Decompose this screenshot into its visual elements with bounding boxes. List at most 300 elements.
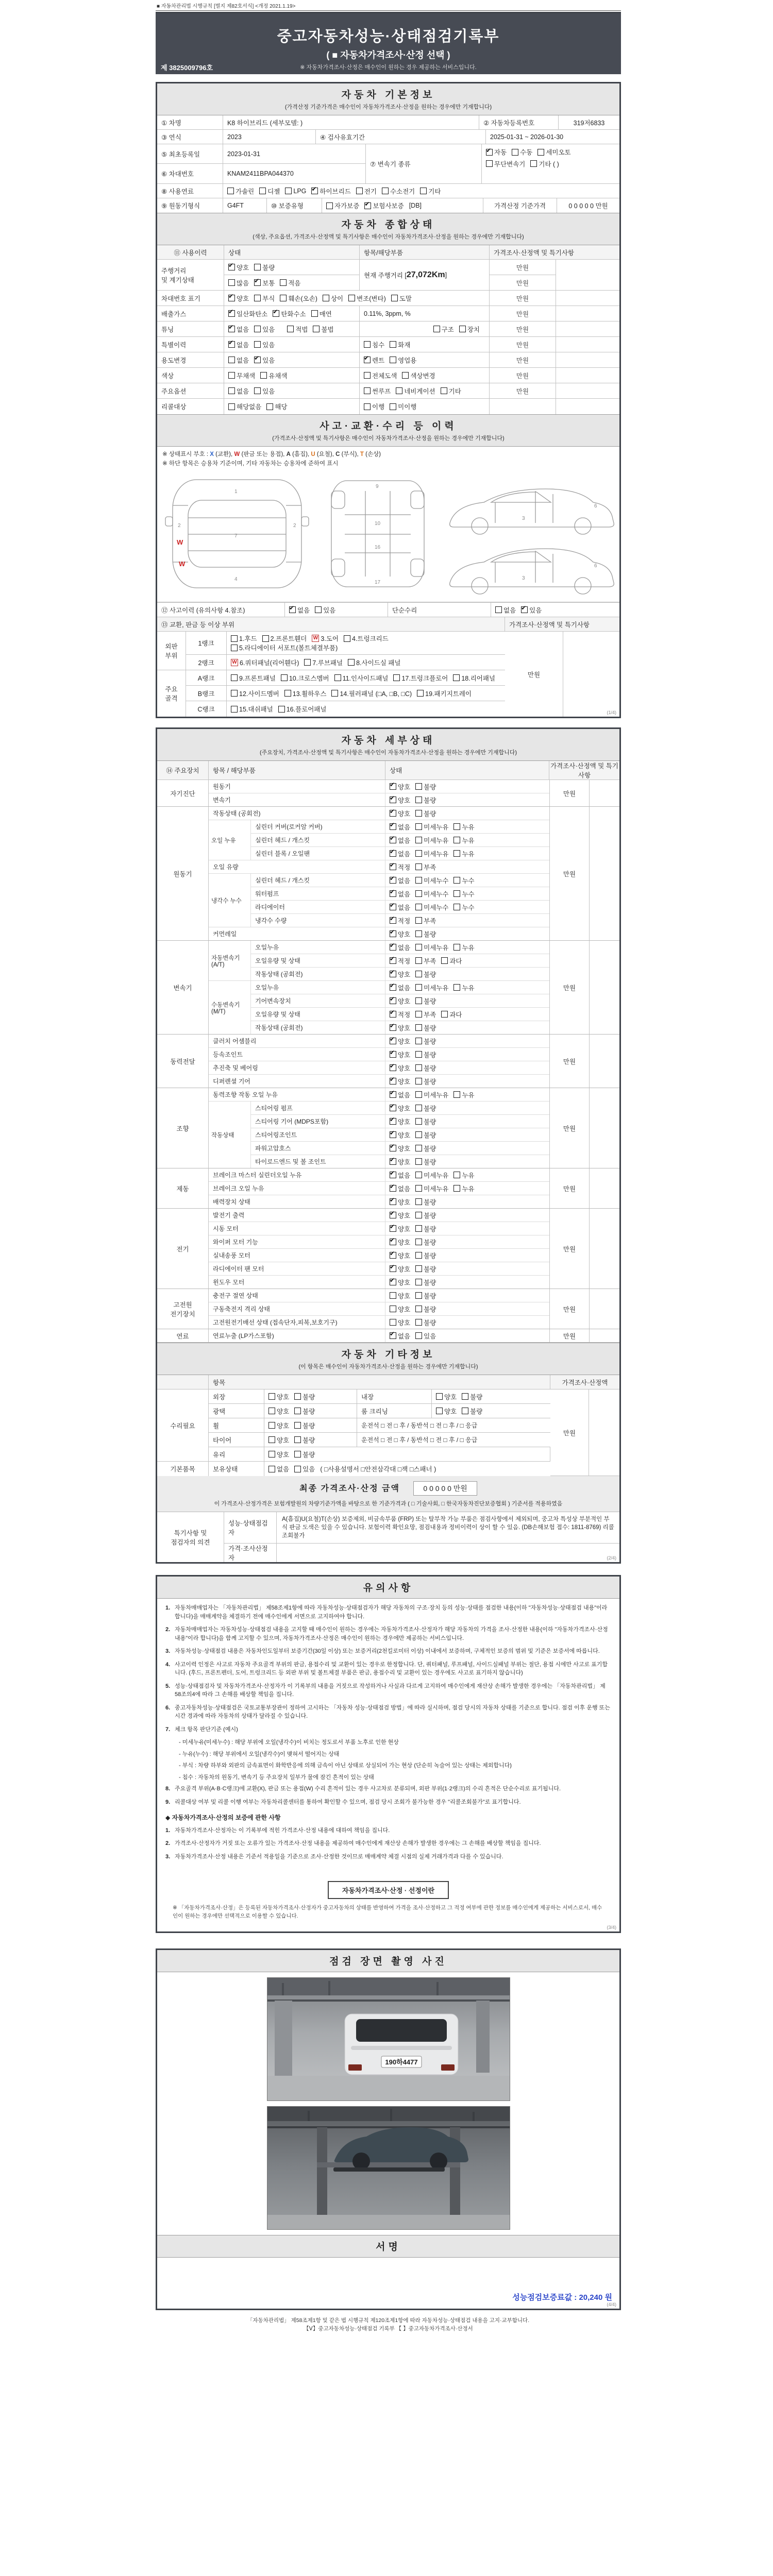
accident-option[interactable] [315,605,335,615]
detail-option[interactable] [415,876,448,885]
checkbox[interactable] [453,984,460,991]
repair-option[interactable] [462,1392,482,1401]
checkbox[interactable] [364,387,371,394]
checkbox[interactable] [441,1011,448,1018]
checkbox[interactable] [268,1408,275,1414]
detail-option[interactable] [415,1063,436,1073]
detail-option[interactable] [415,1171,448,1180]
checkbox[interactable] [453,823,460,830]
comp-option[interactable] [280,294,317,303]
detail-option[interactable] [415,916,436,925]
fuel-option[interactable] [227,187,254,196]
checkbox[interactable] [268,1451,275,1458]
comp-option[interactable] [254,340,275,349]
detail-option[interactable] [415,903,448,912]
checkbox[interactable] [344,635,350,642]
checkbox[interactable] [262,635,269,642]
detail-option[interactable] [390,1090,410,1099]
checkbox-checked[interactable] [390,971,396,977]
checkbox-checked[interactable] [390,1198,396,1205]
checkbox[interactable] [415,971,422,977]
part-item[interactable] [417,689,472,698]
detail-option[interactable] [415,1197,436,1207]
checkbox[interactable] [512,149,518,156]
comp-item-option[interactable] [390,402,416,411]
checkbox[interactable] [453,1091,460,1098]
checkbox[interactable] [415,1051,422,1058]
comp-option[interactable] [313,325,333,334]
transmission-option[interactable] [486,147,507,157]
detail-option[interactable] [390,970,410,979]
checkbox[interactable] [311,310,318,317]
checkbox-checked[interactable] [390,823,396,830]
checkbox[interactable] [417,690,424,697]
detail-option[interactable] [441,956,462,965]
checkbox[interactable] [231,635,238,642]
checkbox[interactable] [415,850,422,857]
checkbox[interactable] [415,1198,422,1205]
checkbox[interactable] [334,674,341,681]
checkbox-checked[interactable] [390,1279,396,1285]
checkbox[interactable] [441,957,448,964]
checkbox[interactable] [415,796,422,803]
detail-option[interactable] [415,1117,436,1126]
part-item[interactable] [231,658,299,667]
detail-option[interactable] [390,1197,410,1207]
checkbox[interactable] [415,957,422,964]
checkbox-checked[interactable] [390,1064,396,1071]
checkbox[interactable] [280,295,287,301]
checkbox[interactable] [364,372,371,379]
repair-option[interactable] [294,1450,315,1459]
simple-repair-option[interactable] [521,605,542,615]
checkbox-checked[interactable] [390,796,396,803]
checkbox[interactable] [495,606,502,613]
checkbox[interactable] [415,917,422,924]
part-item[interactable] [231,673,276,683]
fuel-option[interactable] [356,187,377,196]
detail-option[interactable] [415,1291,436,1300]
checkbox-checked[interactable] [390,1145,396,1151]
checkbox-checked[interactable] [390,1265,396,1272]
detail-option[interactable] [390,1184,410,1193]
detail-option[interactable] [390,1264,410,1274]
detail-option[interactable] [415,1331,436,1341]
checkbox[interactable] [231,690,238,697]
checkbox[interactable] [391,295,398,301]
checkbox[interactable] [254,295,261,301]
checkbox[interactable] [260,372,267,379]
checkbox[interactable] [453,1185,460,1192]
detail-option[interactable] [390,1318,410,1327]
detail-option[interactable] [415,1264,436,1274]
checkbox[interactable] [415,863,422,870]
detail-option[interactable] [390,1251,410,1260]
checkbox-checked[interactable] [289,606,296,613]
checkbox[interactable] [313,326,320,332]
detail-option[interactable] [390,1144,410,1153]
part-item[interactable] [231,643,338,652]
repair-option[interactable] [462,1406,482,1416]
checkbox[interactable] [364,341,371,348]
checkbox[interactable] [462,1408,468,1414]
checkbox-checked[interactable] [390,917,396,924]
detail-option[interactable] [390,889,410,899]
checkbox[interactable] [294,1436,301,1443]
checkbox-checked[interactable] [254,357,261,363]
detail-option[interactable] [415,1211,436,1220]
checkbox[interactable] [348,659,355,666]
comp-item-option[interactable] [433,325,454,334]
fuel-option[interactable] [285,188,306,195]
detail-option[interactable] [390,1063,410,1073]
checkbox-checked[interactable] [390,1172,396,1178]
checkbox[interactable] [280,279,287,286]
part-item[interactable] [231,689,279,698]
detail-option[interactable] [415,956,436,965]
checkbox[interactable] [393,674,400,681]
detail-option[interactable] [415,782,436,791]
checkbox[interactable] [537,149,544,156]
checkbox[interactable] [530,160,537,167]
detail-option[interactable] [390,849,410,858]
checkbox[interactable] [415,890,422,897]
checkbox[interactable] [268,1466,275,1472]
checkbox[interactable] [415,1265,422,1272]
checkbox-checked[interactable] [390,1332,396,1339]
detail-option[interactable] [415,836,448,845]
checkbox[interactable] [453,944,460,951]
checkbox[interactable] [396,387,402,394]
checkbox-checked[interactable] [390,984,396,991]
checkbox-checked[interactable] [390,783,396,790]
checkbox[interactable] [415,1091,422,1098]
detail-option[interactable] [390,1037,410,1046]
checkbox-checked[interactable] [390,1252,396,1259]
checkbox[interactable] [459,326,466,332]
part-item[interactable] [348,658,400,667]
checkbox[interactable] [415,1319,422,1326]
checkbox[interactable] [294,1408,301,1414]
checkbox[interactable] [285,188,292,194]
checkbox-checked[interactable] [390,877,396,884]
checkbox-checked[interactable] [390,1024,396,1031]
detail-option[interactable] [453,1171,474,1180]
checkbox-checked[interactable] [390,863,396,870]
detail-option[interactable] [415,970,436,979]
checkbox[interactable] [287,326,294,332]
comp-item-option[interactable] [364,371,397,380]
detail-option[interactable] [390,1117,410,1126]
checkbox[interactable] [415,930,422,937]
detail-option[interactable] [390,1291,410,1300]
checkbox[interactable] [228,372,235,379]
comp-option[interactable] [254,386,275,396]
detail-option[interactable] [415,889,448,899]
checkbox[interactable] [415,1024,422,1031]
detail-option[interactable] [453,836,474,845]
checkbox[interactable] [356,188,363,194]
checkbox-checked[interactable] [364,357,371,363]
checkbox-checked[interactable] [390,850,396,857]
checkbox[interactable] [231,674,238,681]
comp-option[interactable] [348,294,386,303]
part-item[interactable] [231,634,257,643]
checkbox[interactable] [415,1011,422,1018]
checkbox[interactable] [415,1172,422,1178]
repair-option[interactable] [294,1421,315,1430]
mileage-option[interactable] [254,278,275,287]
checkbox[interactable] [294,1422,301,1429]
checkbox[interactable] [254,326,261,332]
checkbox[interactable] [254,341,261,348]
checkbox[interactable] [453,890,460,897]
detail-option[interactable] [415,1304,436,1314]
detail-option[interactable] [390,956,410,965]
checkbox[interactable] [390,1319,396,1326]
checkbox[interactable] [254,387,261,394]
repair-option[interactable] [268,1435,289,1445]
checkbox[interactable] [415,837,422,843]
checkbox[interactable] [415,1252,422,1259]
checkbox-checked[interactable] [486,149,493,156]
checkbox[interactable] [294,1393,301,1400]
comp-option[interactable] [287,325,308,334]
checkbox[interactable] [348,295,355,301]
checkbox[interactable] [415,944,422,951]
detail-option[interactable] [390,1077,410,1086]
checkbox[interactable] [254,264,261,270]
transmission-option[interactable] [537,147,570,157]
checkbox-checked[interactable] [390,1239,396,1245]
repair-option[interactable] [436,1406,457,1416]
checkbox[interactable] [390,1292,396,1299]
comp-item-option[interactable] [364,340,384,349]
mileage-option[interactable] [254,263,275,272]
checkbox[interactable] [486,160,493,167]
checkbox-checked[interactable] [228,326,235,332]
checkbox[interactable] [268,1422,275,1429]
part-item[interactable] [334,673,389,683]
detail-option[interactable] [390,836,410,845]
detail-option[interactable] [415,822,448,832]
checkbox[interactable] [415,984,422,991]
checkbox-checked[interactable] [390,930,396,937]
detail-option[interactable] [415,1224,436,1233]
checkbox[interactable] [364,403,371,410]
detail-option[interactable] [415,1050,436,1059]
checkbox-checked[interactable] [390,997,396,1004]
detail-option[interactable] [415,1037,436,1046]
checkbox[interactable] [228,387,235,394]
comp-item-option[interactable] [364,355,384,365]
checkbox[interactable] [415,1279,422,1285]
sign-area[interactable] [157,2258,619,2286]
detail-option[interactable] [453,876,474,885]
detail-option[interactable] [453,943,474,952]
comp-item-option[interactable] [390,355,416,365]
comp-item-option[interactable] [402,371,435,380]
checkbox[interactable] [415,1306,422,1312]
detail-option[interactable] [415,1184,448,1193]
checkbox[interactable] [415,1225,422,1232]
detail-option[interactable] [390,809,410,818]
comp-item-option[interactable] [441,386,461,396]
simple-repair-option[interactable] [495,605,516,615]
checkbox[interactable] [415,1332,422,1339]
checkbox-checked[interactable] [390,1105,396,1111]
detail-option[interactable] [390,929,410,939]
detail-option[interactable] [453,889,474,899]
detail-option[interactable] [415,1010,436,1019]
detail-option[interactable] [453,822,474,832]
checkbox-checked[interactable] [521,606,528,613]
comp-option[interactable] [260,371,287,380]
comp-item-option[interactable] [390,340,410,349]
detail-option[interactable] [415,809,436,818]
detail-option[interactable] [390,1304,410,1314]
checkbox-checked[interactable] [254,279,261,286]
checkbox[interactable] [259,188,266,194]
checkbox[interactable] [415,1158,422,1165]
detail-option[interactable] [441,1010,462,1019]
checkbox[interactable] [415,904,422,910]
checkbox[interactable] [231,645,238,651]
checkbox[interactable] [415,1118,422,1125]
checkbox-checked[interactable] [390,1225,396,1232]
detail-option[interactable] [415,929,436,939]
comp-option[interactable] [228,325,249,334]
checkbox[interactable] [415,1105,422,1111]
checkbox-checked[interactable] [390,837,396,843]
checkbox[interactable] [278,706,285,713]
mileage-option[interactable] [280,278,300,287]
checkbox[interactable] [453,837,460,843]
checkbox[interactable] [382,188,389,194]
detail-option[interactable] [390,795,410,805]
repair-option[interactable] [294,1435,315,1445]
detail-option[interactable] [390,1050,410,1059]
detail-option[interactable] [390,1278,410,1287]
transmission-option[interactable] [512,147,532,157]
checkbox-checked[interactable] [390,1051,396,1058]
detail-option[interactable] [415,1130,436,1140]
detail-option[interactable] [390,1023,410,1032]
detail-option[interactable] [415,943,448,952]
detail-option[interactable] [415,1077,436,1086]
detail-option[interactable] [415,1318,436,1327]
detail-option[interactable] [415,983,448,992]
checkbox[interactable] [294,1466,301,1472]
part-item[interactable] [262,634,307,643]
part-item[interactable] [344,634,389,643]
checkbox[interactable] [390,341,396,348]
repair-option[interactable] [268,1406,289,1416]
detail-option[interactable] [390,876,410,885]
checkbox[interactable] [228,357,235,363]
checkbox[interactable] [281,674,288,681]
part-item[interactable] [231,704,273,714]
checkbox[interactable] [436,1408,443,1414]
checkbox[interactable] [315,606,322,613]
checkbox[interactable] [228,279,235,286]
detail-option[interactable] [390,1238,410,1247]
checkbox[interactable] [415,1038,422,1044]
detail-option[interactable] [390,996,410,1006]
detail-option[interactable] [415,795,436,805]
detail-option[interactable] [415,996,436,1006]
detail-option[interactable] [415,1023,436,1032]
checkbox-checked[interactable] [228,341,235,348]
part-item[interactable] [312,634,339,643]
comp-option[interactable] [323,294,343,303]
comp-option[interactable] [391,294,412,303]
checkbox[interactable] [415,1064,422,1071]
checkbox[interactable] [415,1145,422,1151]
detail-option[interactable] [415,1144,436,1153]
checkbox[interactable] [268,1436,275,1443]
checkbox-checked[interactable] [390,904,396,910]
checkbox[interactable] [415,1078,422,1084]
part-item[interactable] [284,689,327,698]
fuel-option[interactable] [311,187,350,196]
part-item[interactable] [281,673,329,683]
checkbox-checked[interactable] [390,1118,396,1125]
detail-option[interactable] [390,1211,410,1220]
detail-option[interactable] [390,1331,410,1341]
comp-item-option[interactable] [364,386,391,396]
comp-option[interactable] [273,309,306,318]
comp-option[interactable] [228,309,267,318]
comp-option[interactable] [228,355,249,365]
checkbox[interactable] [294,1451,301,1458]
detail-option[interactable] [415,862,436,872]
detail-option[interactable] [390,903,410,912]
checkbox[interactable] [231,706,238,713]
detail-option[interactable] [415,1090,448,1099]
detail-option[interactable] [390,943,410,952]
checkbox-checked[interactable] [390,1091,396,1098]
part-item[interactable] [393,673,448,683]
checkbox[interactable] [284,690,291,697]
checkbox[interactable] [304,659,311,666]
checkbox-checked[interactable] [364,202,371,209]
checkbox[interactable] [415,877,422,884]
detail-option[interactable] [390,1130,410,1140]
checkbox[interactable] [331,690,338,697]
comp-option[interactable] [254,294,275,303]
basic-items-option[interactable] [294,1464,315,1473]
detail-option[interactable] [390,983,410,992]
detail-option[interactable] [390,1010,410,1019]
repair-option[interactable] [268,1392,289,1401]
detail-option[interactable] [415,849,448,858]
comp-option[interactable] [254,325,275,334]
checkbox-checked[interactable] [390,1158,396,1165]
accident-option[interactable] [289,605,310,615]
comp-item-option[interactable] [396,386,435,396]
part-item[interactable] [304,658,343,667]
repair-option[interactable] [436,1392,457,1401]
checkbox-checked[interactable] [390,1038,396,1044]
checkbox[interactable] [436,1393,443,1400]
repair-option[interactable] [294,1392,315,1401]
comp-option[interactable] [228,371,255,380]
part-item[interactable] [453,673,495,683]
checkbox[interactable] [453,877,460,884]
comp-option[interactable] [254,355,275,365]
checkbox[interactable] [453,850,460,857]
